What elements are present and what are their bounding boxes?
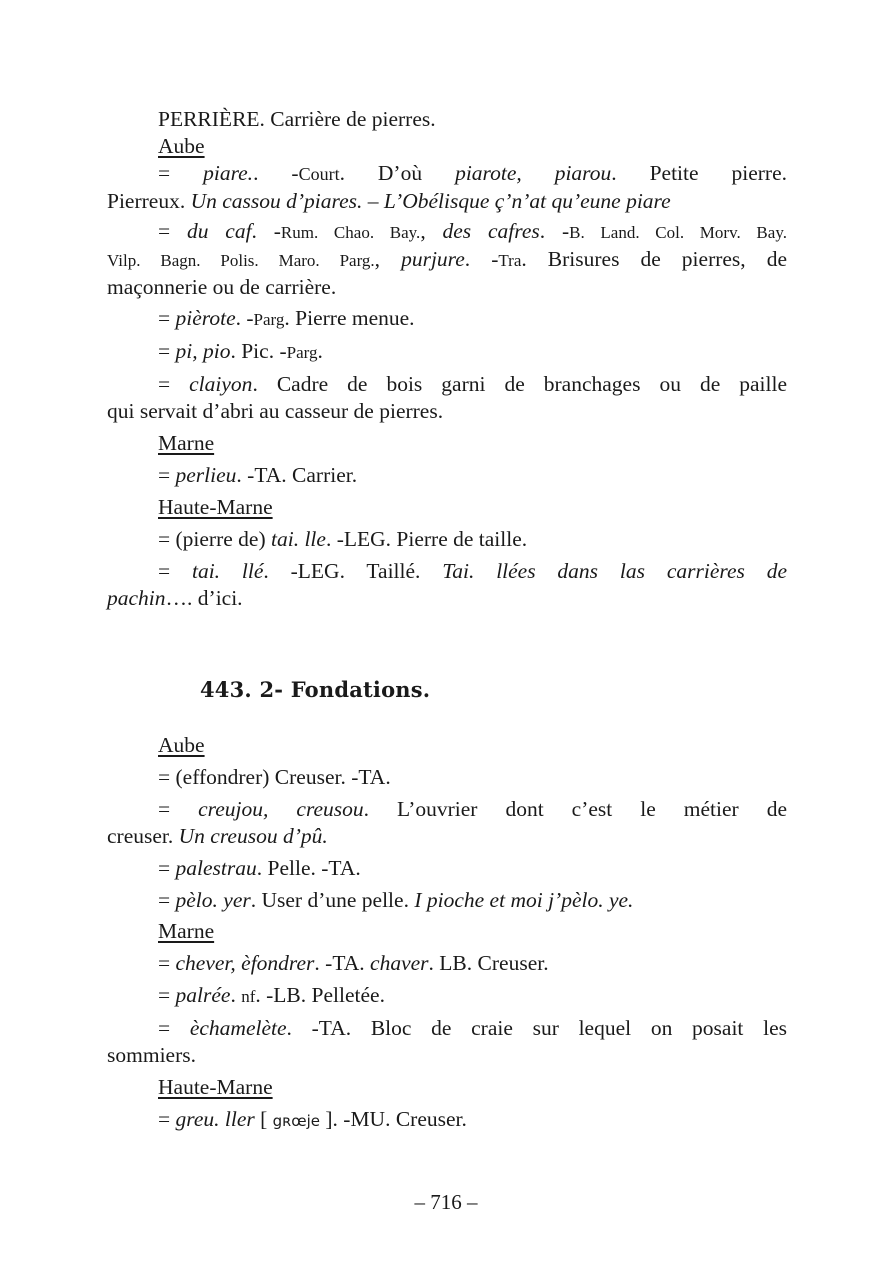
entry-pi: = pi, pio. Pic. -Parg. <box>158 339 323 363</box>
entry-perlieu: = perlieu. -TA. Carrier. <box>158 463 358 487</box>
entry-creujou: = creujou, creusou. L’ouvrier dont c’est le métier de creuser. Un creusou d’pû. <box>107 797 787 848</box>
entries-block-1 <box>107 106 787 612</box>
entry-pierote: = pièrote. -Parg. Pierre menue. <box>158 306 415 330</box>
region-label-aube: Aube <box>158 134 205 158</box>
phonetic-transcription: gʀœje <box>272 1112 320 1130</box>
entry-palestrau: = palestrau. Pelle. -TA. <box>158 856 361 880</box>
entry-taille-2: = tai. llé. -LEG. Taillé. Tai. llées dans las carrières de pachin…. d’ici. <box>107 559 787 610</box>
entry-piare: = piare.. -Court. D’où piarote, piarou. Petite pierre. Pierreux. Un cassou d’piares. – L’Obélisque ç’n’at qu’eune piare <box>107 161 788 213</box>
entry-perriere: PERRIÈRE. Carrière de pierres. <box>158 107 436 131</box>
entry-caf: = du caf. -Rum. Chao. Bay., des cafres. -B. Land. Col. Morv. Bay. Vilp. Bagn. Polis. Maro. Parg., purjure. -Tra. Brisures de pierres, de maçonnerie ou de carrière. <box>107 219 788 299</box>
entry-palree: = palrée. nf. -LB. Pelletée. <box>158 983 385 1007</box>
entry-chever: = chever, èfondrer. -TA. chaver. LB. Creuser. <box>158 951 549 975</box>
entries-block-2 <box>107 732 787 1135</box>
region-label-haute-marne: Haute-Marne <box>158 1075 273 1099</box>
entry-greuller: = greu. ller [ gʀœje ]. -MU. Creuser. <box>158 1107 467 1131</box>
entry-claiyon: = claiyon. Cadre de bois garni de branchages ou de paille qui servait d’abri au casseur de pierres. <box>107 372 787 423</box>
region-label-aube: Aube <box>158 733 205 757</box>
page-number: – 716 – <box>414 1190 478 1214</box>
region-label-marne: Marne <box>158 919 215 943</box>
entry-peloyer: = pèlo. yer. User d’une pelle. I pioche et moi j’pèlo. ye. <box>158 888 634 912</box>
section-heading: 443. 2- Fondations. <box>200 677 431 702</box>
headword: PERRIÈRE <box>158 107 260 131</box>
entry-echamelete: = èchamelète. -TA. Bloc de craie sur lequel on posait les sommiers. <box>107 1016 787 1067</box>
region-label-haute-marne: Haute-Marne <box>158 495 273 519</box>
entry-effondrer: = (effondrer) Creuser. -TA. <box>158 765 391 789</box>
entry-taille: = (pierre de) tai. lle. -LEG. Pierre de taille. <box>158 527 528 551</box>
region-label-marne: Marne <box>158 431 215 455</box>
